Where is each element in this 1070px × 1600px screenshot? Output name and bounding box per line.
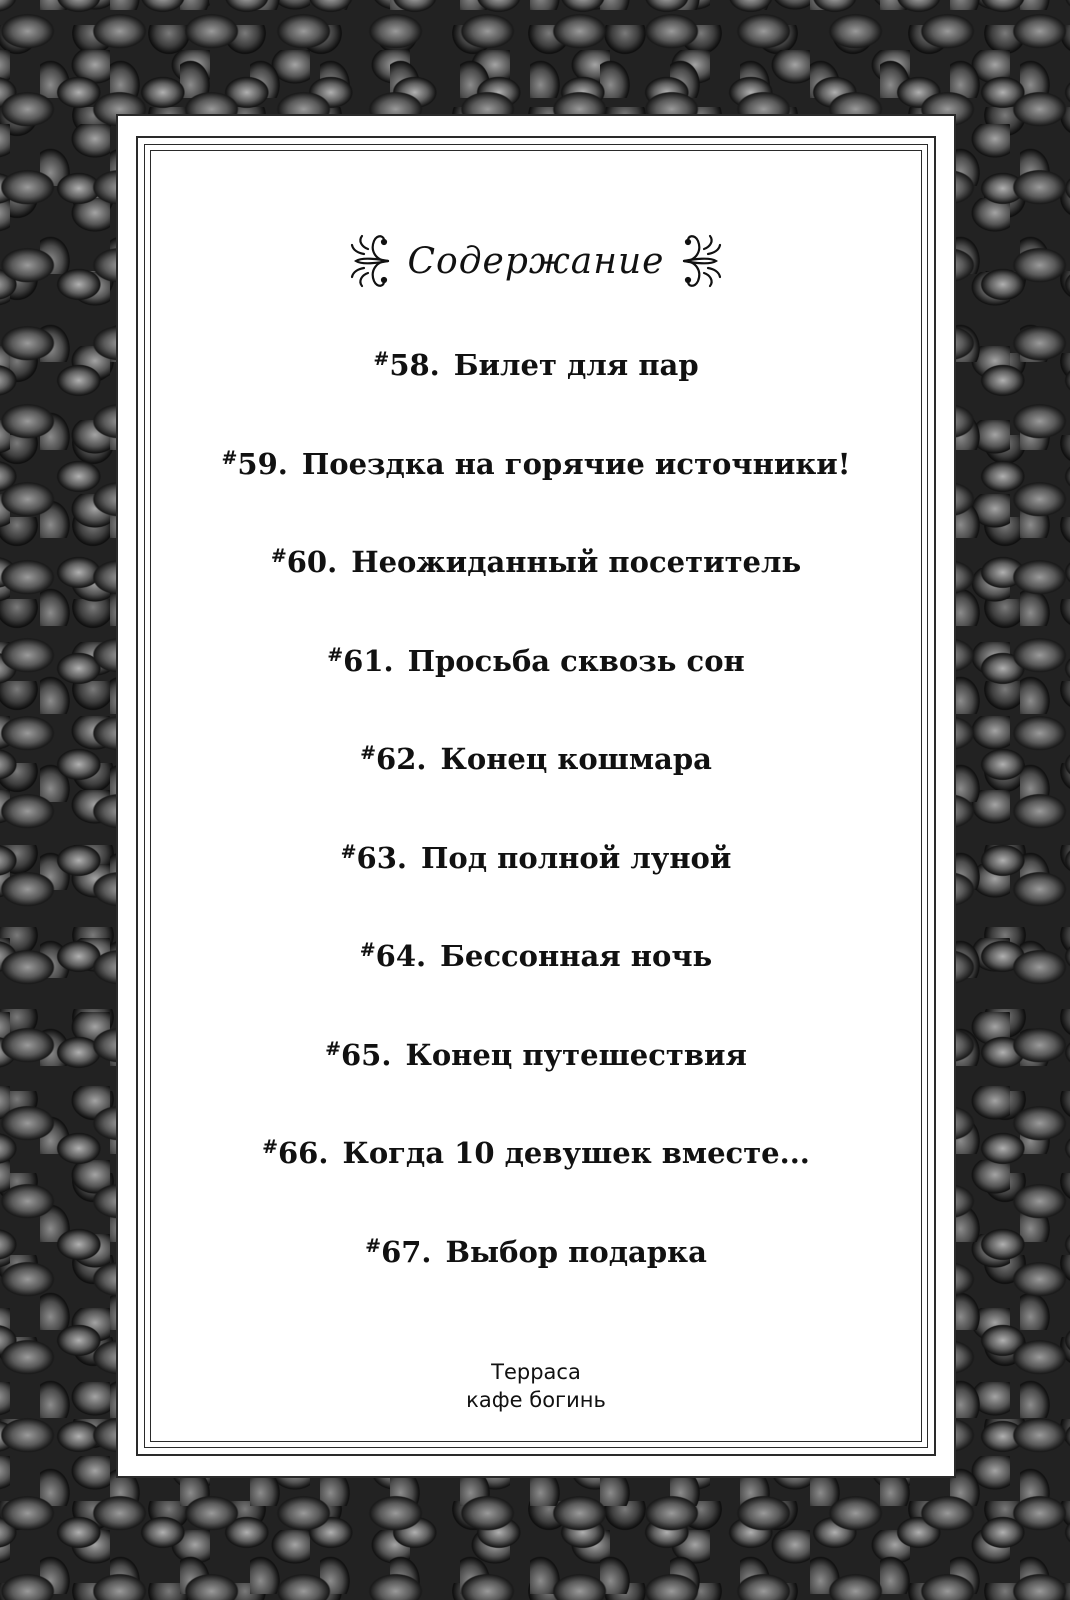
chapter-title: Неожиданный посетитель (351, 545, 802, 580)
chapter-number: #67. (365, 1234, 432, 1269)
toc-entry-59[interactable] (118, 415, 954, 514)
chapter-number: #66. (262, 1136, 329, 1171)
chapter-number: #58. (373, 348, 440, 383)
chapter-title: Просьба сквозь сон (407, 643, 745, 678)
chapter-number: #61. (327, 643, 394, 678)
chapter-title: Выбор подарка (445, 1234, 707, 1269)
contents-page (116, 114, 956, 1478)
chapter-number: #65. (325, 1037, 392, 1072)
page-title: Содержание (407, 240, 665, 282)
toc-entry-64[interactable] (118, 907, 954, 1006)
series-logo-line2: кафе богинь (466, 1388, 606, 1412)
chapter-title: Конец кошмара (440, 742, 712, 777)
chapter-title: Конец путешествия (405, 1037, 747, 1072)
toc-entry-65[interactable] (118, 1006, 954, 1105)
series-logo (118, 1358, 954, 1414)
toc-entry-61[interactable] (118, 612, 954, 711)
chapter-number: #59. (221, 446, 288, 481)
flourish-icon (674, 221, 724, 301)
toc-entry-67[interactable] (118, 1203, 954, 1302)
toc-entry-63[interactable] (118, 809, 954, 908)
chapter-title: Билет для пар (453, 348, 699, 383)
chapter-number: #60. (270, 545, 338, 580)
contents-header (118, 216, 954, 306)
series-logo-line1: Терраса (491, 1360, 581, 1384)
chapter-number: #64. (359, 939, 427, 974)
chapter-title: Бессонная ночь (440, 939, 713, 974)
toc-entry-60[interactable] (118, 513, 954, 612)
toc-entry-58[interactable] (118, 316, 954, 415)
chapter-title: Поездка на горячие источники! (301, 446, 851, 481)
chapter-title: Под полной луной (420, 840, 732, 875)
table-of-contents (118, 316, 954, 1301)
toc-entry-66[interactable] (118, 1104, 954, 1203)
toc-entry-62[interactable] (118, 710, 954, 809)
chapter-number: #63. (340, 840, 407, 875)
chapter-title: Когда 10 девушек вместе... (342, 1136, 810, 1171)
flourish-icon (348, 221, 398, 301)
chapter-number: #62. (360, 742, 427, 777)
